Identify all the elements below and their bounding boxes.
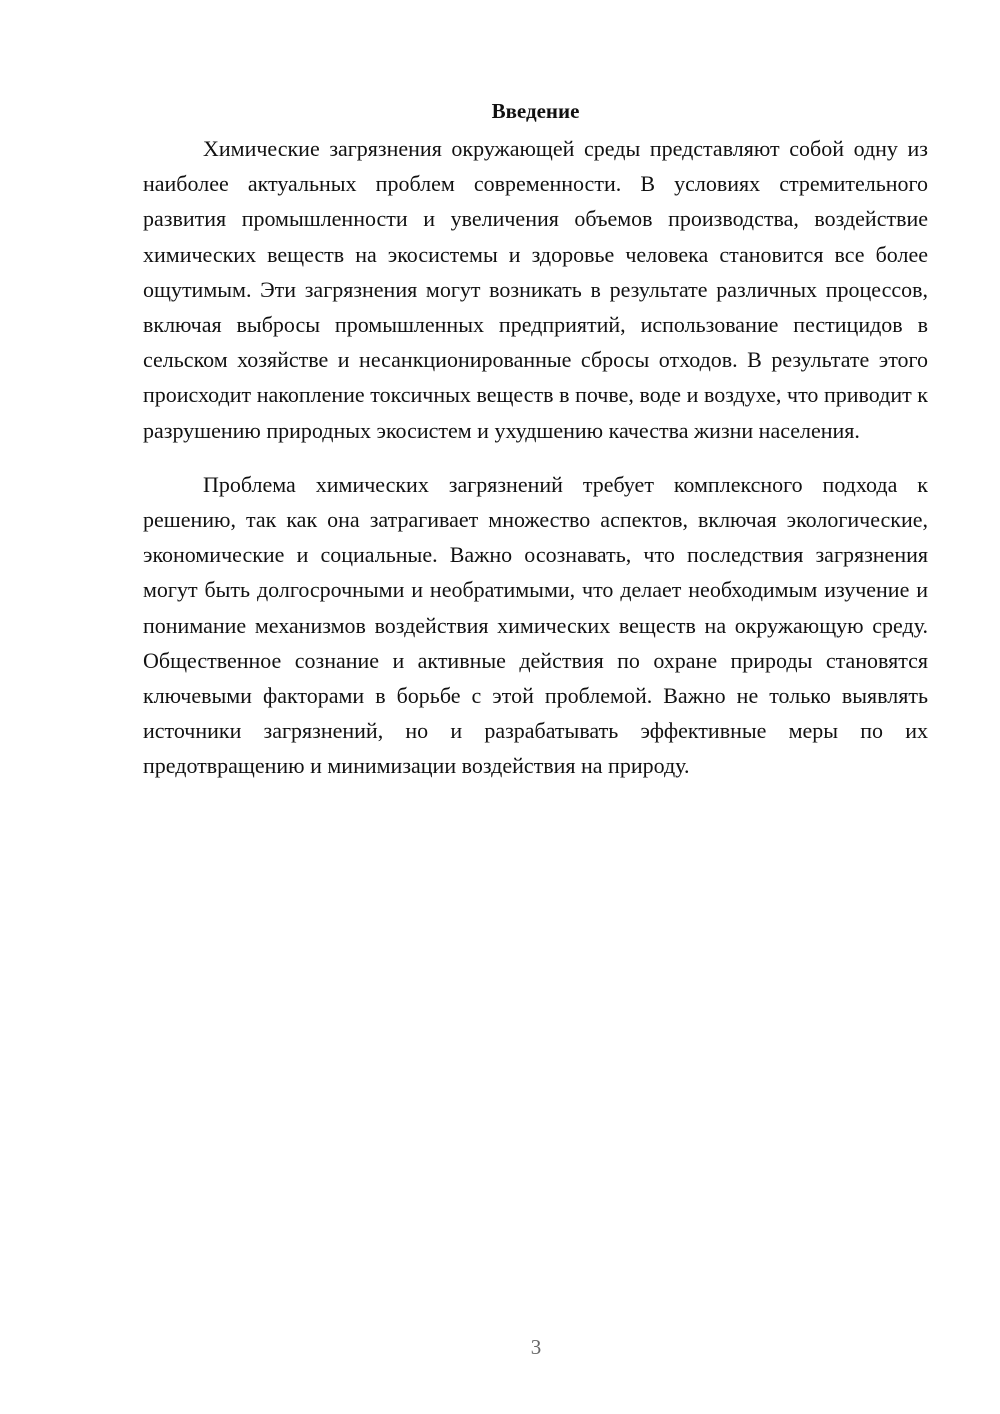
paragraph-2: Проблема химических загрязнений требует комплексного подхода к решению, так как она затрагивает множество аспектов, включая экологические, экономические и социальные. Важно осознавать, что последствия загрязнения могут быть долгосрочными и необратимыми, что делает необходимым изучение и понимание механизмов воздействия химических веществ на окружающую среду. Общественное сознание и активные действия по охране природы становятся ключевыми факторами в борьбе с этой проблемой. Важно не только выявлять источники загрязнений, но и разрабатывать эффективные меры по их предотвращению и минимизации воздействия на природу. <box>143 471 928 779</box>
page-number: 3 <box>530 1335 542 1359</box>
section-heading: Введение <box>491 99 580 123</box>
paragraph-1: Химические загрязнения окружающей среды представляют собой одну из наиболее актуальных проблем современности. В условиях стремительного развития промышленности и увеличения объемов производства, воздействие химических веществ на экосистемы и здоровье человека становится все более ощутимым. Эти загрязнения могут возникать в результате различных процессов, включая выбросы промышленных предприятий, использование пестицидов в сельском хозяйстве и несанкционированные сбросы отходов. В результате этого происходит накопление токсичных веществ в почве, воде и воздухе, что приводит к разрушению природных экосистем и ухудшению качества жизни населения. <box>143 136 928 443</box>
page-content <box>143 96 928 784</box>
